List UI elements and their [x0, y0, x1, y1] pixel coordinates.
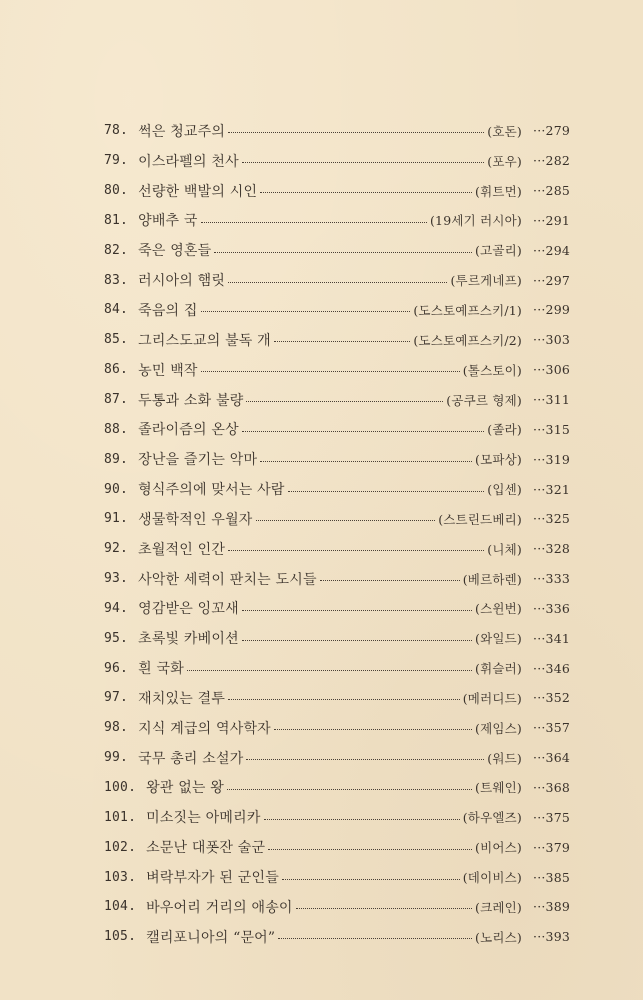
toc-entry: [104, 743, 570, 773]
entry-page: ···368: [533, 779, 570, 795]
toc-entry: [104, 564, 570, 594]
toc-entry: [104, 594, 570, 624]
entry-page: ···315: [533, 421, 570, 437]
toc-entry: [104, 206, 570, 236]
dot-leader: [187, 658, 472, 671]
toc-entry: [104, 235, 570, 265]
entry-page: ···333: [533, 571, 570, 587]
entry-author: (데이비스): [462, 870, 522, 886]
entry-number: 80.: [104, 183, 129, 199]
entry-title: 지식 계급의 역사학자: [138, 720, 271, 737]
dot-leader: [274, 329, 410, 342]
toc-entry: [104, 504, 570, 534]
entry-number: 99.: [104, 750, 129, 766]
dot-leader: [282, 867, 460, 880]
toc-entry: [104, 683, 570, 713]
entry-title: 장난을 즐기는 악마: [138, 452, 258, 469]
toc-entry: [104, 414, 570, 444]
entry-number: 91.: [104, 511, 129, 527]
entry-number: 92.: [104, 541, 129, 557]
toc-entry: [104, 892, 570, 922]
toc-entry: [104, 862, 570, 892]
entry-page: ···325: [533, 511, 570, 527]
entry-title: 벼락부자가 된 군인들: [146, 870, 279, 887]
entry-number: 81.: [104, 212, 129, 228]
entry-author: (입센): [487, 482, 522, 498]
toc-entry: [104, 773, 570, 803]
entry-page: ···303: [533, 332, 570, 348]
entry-title: 양배추 국: [138, 213, 198, 230]
entry-author: (스트린드베리): [438, 511, 522, 527]
entry-author: (투르게네프): [450, 273, 522, 289]
entry-author: (니체): [487, 541, 522, 557]
entry-page: ···306: [533, 362, 570, 378]
entry-title: 사악한 세력이 판치는 도시들: [138, 571, 317, 588]
entry-author: (스윈번): [475, 601, 522, 617]
entry-title: 재치있는 결투: [138, 690, 226, 707]
entry-author: (워드): [487, 750, 522, 766]
dot-leader: [242, 628, 472, 641]
toc-entry: [104, 116, 570, 146]
entry-author: (트웨인): [475, 780, 522, 796]
entry-page: ···294: [533, 242, 570, 258]
dot-leader: [296, 896, 472, 909]
entry-author: (비어스): [475, 840, 522, 856]
entry-author: (휘슬러): [475, 661, 522, 677]
dot-leader: [278, 926, 472, 939]
toc-entry: [104, 444, 570, 474]
entry-number: 105.: [104, 929, 137, 945]
dot-leader: [320, 568, 460, 581]
toc-entry: [104, 653, 570, 683]
entry-title: 러시아의 햄릿: [138, 273, 226, 290]
entry-title: 국무 총리 소설가: [138, 750, 244, 767]
entry-number: 101.: [104, 809, 137, 825]
entry-number: 88.: [104, 421, 129, 437]
toc-entry: [104, 623, 570, 653]
entry-title: 왕관 없는 왕: [146, 780, 225, 797]
entry-title: 생물학적인 우월자: [138, 511, 253, 528]
entry-page: ···285: [533, 183, 570, 199]
entry-author: (메러디드): [462, 690, 522, 706]
entry-author: (19세기 러시아): [429, 213, 522, 229]
entry-number: 82.: [104, 242, 129, 258]
entry-title: 그리스도교의 불독 개: [138, 332, 271, 349]
toc-entry: [104, 265, 570, 295]
entry-author: (포우): [487, 153, 522, 169]
entry-number: 87.: [104, 392, 129, 408]
dot-leader: [228, 270, 447, 283]
entry-author: (휘트먼): [475, 183, 522, 199]
entry-page: ···375: [533, 809, 570, 825]
toc-entry: [104, 713, 570, 743]
entry-title: 죽음의 집: [138, 302, 198, 319]
entry-number: 90.: [104, 481, 129, 497]
entry-title: 소문난 대폿잔 술군: [146, 840, 266, 857]
entry-title: 초월적인 인간: [138, 541, 226, 558]
dot-leader: [214, 240, 472, 253]
toc-entry: [104, 474, 570, 504]
toc-entry: [104, 325, 570, 355]
entry-author: (와일드): [475, 631, 522, 647]
dot-leader: [242, 150, 484, 163]
dot-leader: [201, 299, 411, 312]
entry-number: 96.: [104, 660, 129, 676]
entry-page: ···291: [533, 212, 570, 228]
dot-leader: [228, 538, 484, 551]
toc-entry: [104, 922, 570, 952]
entry-number: 97.: [104, 690, 129, 706]
entry-number: 93.: [104, 571, 129, 587]
entry-page: ···336: [533, 600, 570, 616]
entry-author: (호돈): [487, 123, 522, 139]
entry-page: ···346: [533, 660, 570, 676]
entry-page: ···389: [533, 899, 570, 915]
entry-page: ···357: [533, 720, 570, 736]
entry-page: ···321: [533, 481, 570, 497]
dot-leader: [201, 210, 427, 223]
toc-entry: [104, 534, 570, 564]
entry-title: 이스라펠의 천사: [138, 153, 239, 170]
dot-leader: [246, 389, 443, 402]
entry-page: ···319: [533, 451, 570, 467]
toc-entry: [104, 385, 570, 415]
dot-leader: [242, 419, 484, 432]
entry-author: (노리스): [475, 929, 522, 945]
entry-page: ···379: [533, 839, 570, 855]
entry-number: 83.: [104, 272, 129, 288]
entry-number: 98.: [104, 720, 129, 736]
entry-title: 두통과 소화 불량: [138, 392, 244, 409]
toc-entry: [104, 355, 570, 385]
table-of-contents: [104, 116, 570, 952]
entry-title: 형식주의에 맞서는 사람: [138, 482, 285, 499]
entry-page: ···282: [533, 153, 570, 169]
entry-title: 바우어리 거리의 애송이: [146, 899, 293, 916]
entry-title: 죽은 영혼들: [138, 243, 212, 260]
dot-leader: [246, 747, 484, 760]
dot-leader: [288, 479, 485, 492]
entry-title: 졸라이즘의 온상: [138, 422, 239, 439]
entry-page: ···279: [533, 123, 570, 139]
entry-title: 캘리포니아의 “문어”: [146, 929, 276, 946]
entry-page: ···328: [533, 541, 570, 557]
entry-number: 78.: [104, 123, 129, 139]
entry-number: 104.: [104, 899, 137, 915]
entry-author: (제임스): [475, 720, 522, 736]
entry-title: 흰 국화: [138, 661, 184, 678]
entry-title: 선량한 백발의 시인: [138, 183, 258, 200]
dot-leader: [260, 180, 472, 193]
entry-number: 86.: [104, 362, 129, 378]
dot-leader: [242, 598, 472, 611]
entry-page: ···352: [533, 690, 570, 706]
entry-number: 100.: [104, 779, 137, 795]
entry-number: 85.: [104, 332, 129, 348]
entry-title: 썩은 청교주의: [138, 123, 226, 140]
entry-number: 103.: [104, 869, 137, 885]
toc-entry: [104, 176, 570, 206]
entry-page: ···297: [533, 272, 570, 288]
entry-page: ···393: [533, 929, 570, 945]
entry-number: 89.: [104, 451, 129, 467]
dot-leader: [260, 449, 472, 462]
entry-author: (톨스토이): [462, 362, 522, 378]
entry-number: 102.: [104, 839, 137, 855]
entry-page: ···341: [533, 630, 570, 646]
toc-entry: [104, 295, 570, 325]
dot-leader: [274, 717, 472, 730]
entry-page: ···385: [533, 869, 570, 885]
entry-title: 미소짓는 아메리카: [146, 810, 261, 827]
dot-leader: [264, 807, 460, 820]
entry-number: 94.: [104, 600, 129, 616]
entry-page: ···299: [533, 302, 570, 318]
dot-leader: [228, 120, 484, 133]
entry-number: 79.: [104, 153, 129, 169]
entry-author: (도스토예프스키/1): [413, 302, 522, 318]
entry-author: (공쿠르 형제): [446, 392, 522, 408]
toc-entry: [104, 802, 570, 832]
toc-entry: [104, 832, 570, 862]
entry-title: 영감받은 잉꼬새: [138, 601, 239, 618]
dot-leader: [227, 777, 472, 790]
entry-title: 초록빛 카베이션: [138, 631, 239, 648]
dot-leader: [201, 359, 460, 372]
entry-author: (졸라): [487, 422, 522, 438]
entry-author: (크레인): [475, 899, 522, 915]
toc-entry: [104, 146, 570, 176]
dot-leader: [256, 508, 436, 521]
entry-number: 84.: [104, 302, 129, 318]
entry-author: (베르하렌): [462, 571, 522, 587]
entry-page: ···364: [533, 750, 570, 766]
entry-author: (모파상): [475, 452, 522, 468]
dot-leader: [268, 837, 472, 850]
entry-page: ···311: [533, 392, 570, 408]
entry-author: (고골리): [475, 243, 522, 259]
entry-title: 농민 백작: [138, 362, 198, 379]
entry-author: (도스토예프스키/2): [413, 332, 522, 348]
dot-leader: [228, 687, 460, 700]
entry-number: 95.: [104, 630, 129, 646]
entry-author: (하우엘즈): [462, 810, 522, 826]
